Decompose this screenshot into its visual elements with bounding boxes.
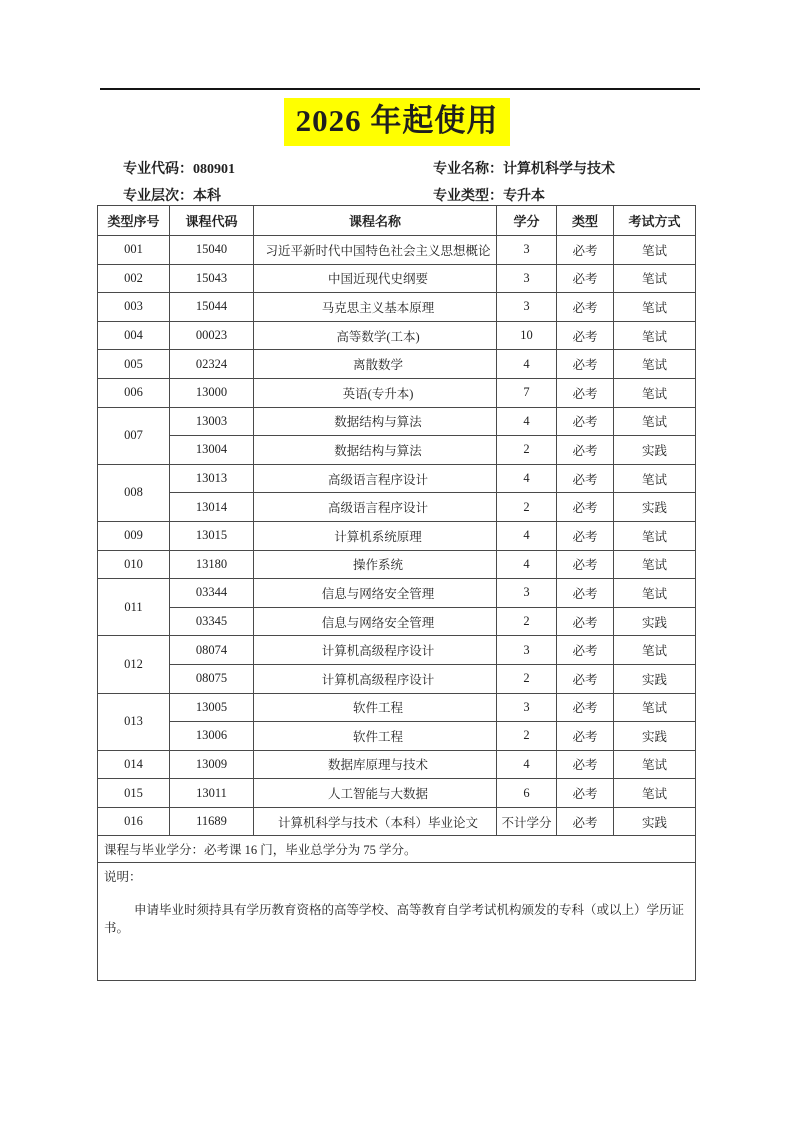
cell-course-code: 13180 (170, 550, 254, 579)
cell-type: 必考 (557, 493, 614, 522)
table-row (98, 264, 696, 293)
cell-type: 必考 (557, 693, 614, 722)
meta-row-1 (97, 158, 697, 178)
header-course-name: 课程名称 (254, 206, 497, 236)
cell-exam-method: 笔试 (614, 407, 696, 436)
program-meta (97, 158, 697, 212)
table-row (98, 636, 696, 665)
cell-seq: 007 (98, 407, 170, 464)
cell-exam-method: 笔试 (614, 236, 696, 265)
cell-seq: 005 (98, 350, 170, 379)
program-name-value: 计算机科学与技术 (503, 162, 615, 177)
table-row (98, 407, 696, 436)
cell-exam-method: 笔试 (614, 464, 696, 493)
cell-seq: 014 (98, 750, 170, 779)
table-row (98, 321, 696, 350)
cell-type: 必考 (557, 293, 614, 322)
cell-exam-method: 笔试 (614, 264, 696, 293)
table-row (98, 293, 696, 322)
cell-credits: 3 (497, 636, 557, 665)
cell-course-code: 08075 (170, 664, 254, 693)
cell-course-name: 人工智能与大数据 (254, 779, 497, 808)
cell-exam-method: 笔试 (614, 321, 696, 350)
program-code-label: 专业代码： (123, 162, 193, 177)
cell-course-code: 03345 (170, 607, 254, 636)
cell-type: 必考 (557, 579, 614, 608)
table-row (98, 750, 696, 779)
cell-seq: 011 (98, 579, 170, 636)
cell-type: 必考 (557, 664, 614, 693)
cell-seq: 006 (98, 378, 170, 407)
cell-course-code: 13015 (170, 521, 254, 550)
cell-type: 必考 (557, 436, 614, 465)
cell-course-code: 13013 (170, 464, 254, 493)
note-cell (98, 863, 696, 981)
cell-credits: 不计学分 (497, 807, 557, 836)
program-type-value: 专升本 (503, 189, 545, 204)
cell-course-code: 13004 (170, 436, 254, 465)
header-credits: 学分 (497, 206, 557, 236)
program-level (123, 185, 433, 205)
table-row (98, 607, 696, 636)
table-row (98, 378, 696, 407)
cell-course-name: 英语(专升本) (254, 378, 497, 407)
cell-course-name: 高级语言程序设计 (254, 493, 497, 522)
note-label: 说明： (104, 870, 142, 885)
cell-course-code: 08074 (170, 636, 254, 665)
cell-type: 必考 (557, 378, 614, 407)
cell-credits: 7 (497, 378, 557, 407)
page-title: 2026 年起使用 (284, 98, 511, 146)
cell-exam-method: 笔试 (614, 521, 696, 550)
cell-credits: 3 (497, 236, 557, 265)
table-row (98, 579, 696, 608)
cell-course-name: 计算机科学与技术（本科）毕业论文 (254, 807, 497, 836)
cell-type: 必考 (557, 636, 614, 665)
cell-course-code: 13009 (170, 750, 254, 779)
cell-course-name: 数据库原理与技术 (254, 750, 497, 779)
cell-credits: 4 (497, 521, 557, 550)
cell-type: 必考 (557, 407, 614, 436)
cell-credits: 4 (497, 750, 557, 779)
program-code-value: 080901 (193, 162, 235, 177)
cell-type: 必考 (557, 521, 614, 550)
cell-type: 必考 (557, 607, 614, 636)
summary-row (98, 836, 696, 863)
program-name-label: 专业名称： (433, 162, 503, 177)
header-course-code: 课程代码 (170, 206, 254, 236)
table-row (98, 722, 696, 751)
cell-course-name: 高级语言程序设计 (254, 464, 497, 493)
cell-course-code: 00023 (170, 321, 254, 350)
cell-credits: 4 (497, 407, 557, 436)
cell-course-code: 11689 (170, 807, 254, 836)
cell-type: 必考 (557, 722, 614, 751)
program-type-label: 专业类型： (433, 189, 503, 204)
cell-seq: 003 (98, 293, 170, 322)
cell-credits: 2 (497, 436, 557, 465)
cell-seq: 008 (98, 464, 170, 521)
cell-seq: 009 (98, 521, 170, 550)
cell-course-code: 13000 (170, 378, 254, 407)
table-row (98, 350, 696, 379)
cell-credits: 4 (497, 550, 557, 579)
cell-seq: 001 (98, 236, 170, 265)
cell-type: 必考 (557, 464, 614, 493)
note-row (98, 863, 696, 981)
cell-type: 必考 (557, 236, 614, 265)
header-seq: 类型序号 (98, 206, 170, 236)
cell-credits: 2 (497, 722, 557, 751)
cell-credits: 2 (497, 607, 557, 636)
table-header-row (98, 206, 696, 236)
cell-seq: 002 (98, 264, 170, 293)
program-level-value: 本科 (193, 189, 221, 204)
cell-exam-method: 笔试 (614, 750, 696, 779)
cell-credits: 6 (497, 779, 557, 808)
top-divider-line (100, 88, 700, 90)
cell-type: 必考 (557, 350, 614, 379)
cell-credits: 3 (497, 293, 557, 322)
cell-type: 必考 (557, 807, 614, 836)
cell-course-code: 15040 (170, 236, 254, 265)
cell-course-name: 数据结构与算法 (254, 436, 497, 465)
cell-exam-method: 笔试 (614, 378, 696, 407)
table-row (98, 550, 696, 579)
course-plan-section (97, 205, 696, 981)
cell-exam-method: 实践 (614, 493, 696, 522)
cell-course-name: 软件工程 (254, 722, 497, 751)
cell-course-name: 计算机高级程序设计 (254, 664, 497, 693)
cell-seq: 012 (98, 636, 170, 693)
program-name (433, 158, 615, 178)
cell-seq: 016 (98, 807, 170, 836)
cell-course-name: 数据结构与算法 (254, 407, 497, 436)
cell-course-code: 02324 (170, 350, 254, 379)
cell-credits: 4 (497, 464, 557, 493)
program-code (123, 158, 433, 178)
cell-course-code: 13006 (170, 722, 254, 751)
cell-exam-method: 实践 (614, 436, 696, 465)
cell-credits: 10 (497, 321, 557, 350)
cell-credits: 4 (497, 350, 557, 379)
course-table (97, 205, 696, 981)
cell-credits: 3 (497, 693, 557, 722)
table-row (98, 464, 696, 493)
summary-text: 课程与毕业学分：必考课 16 门，毕业总学分为 75 学分。 (98, 836, 696, 863)
cell-course-name: 操作系统 (254, 550, 497, 579)
cell-course-code: 13005 (170, 693, 254, 722)
cell-seq: 010 (98, 550, 170, 579)
cell-course-name: 信息与网络安全管理 (254, 607, 497, 636)
cell-credits: 2 (497, 493, 557, 522)
meta-row-2 (97, 185, 697, 205)
cell-credits: 3 (497, 579, 557, 608)
table-row (98, 436, 696, 465)
cell-exam-method: 笔试 (614, 693, 696, 722)
program-level-label: 专业层次： (123, 189, 193, 204)
cell-course-name: 信息与网络安全管理 (254, 579, 497, 608)
document-header (97, 98, 697, 146)
cell-course-name: 高等数学(工本) (254, 321, 497, 350)
cell-course-name: 计算机系统原理 (254, 521, 497, 550)
header-exam-method: 考试方式 (614, 206, 696, 236)
cell-exam-method: 笔试 (614, 636, 696, 665)
cell-credits: 3 (497, 264, 557, 293)
cell-type: 必考 (557, 264, 614, 293)
cell-course-name: 离散数学 (254, 350, 497, 379)
cell-type: 必考 (557, 779, 614, 808)
cell-exam-method: 实践 (614, 722, 696, 751)
cell-credits: 2 (497, 664, 557, 693)
cell-course-name: 计算机高级程序设计 (254, 636, 497, 665)
cell-course-code: 03344 (170, 579, 254, 608)
cell-course-code: 13003 (170, 407, 254, 436)
cell-exam-method: 笔试 (614, 579, 696, 608)
cell-course-name: 马克思主义基本原理 (254, 293, 497, 322)
cell-exam-method: 笔试 (614, 293, 696, 322)
cell-exam-method: 笔试 (614, 350, 696, 379)
cell-seq: 004 (98, 321, 170, 350)
table-row (98, 779, 696, 808)
table-row (98, 693, 696, 722)
cell-course-name: 习近平新时代中国特色社会主义思想概论 (254, 236, 497, 265)
cell-seq: 013 (98, 693, 170, 750)
cell-exam-method: 笔试 (614, 779, 696, 808)
cell-course-code: 13011 (170, 779, 254, 808)
cell-exam-method: 实践 (614, 807, 696, 836)
cell-course-name: 中国近现代史纲要 (254, 264, 497, 293)
course-table-body (98, 236, 696, 836)
cell-course-code: 15044 (170, 293, 254, 322)
table-row (98, 493, 696, 522)
cell-course-code: 15043 (170, 264, 254, 293)
cell-course-code: 13014 (170, 493, 254, 522)
cell-type: 必考 (557, 321, 614, 350)
header-type: 类型 (557, 206, 614, 236)
table-row (98, 664, 696, 693)
cell-type: 必考 (557, 550, 614, 579)
table-row (98, 807, 696, 836)
cell-exam-method: 笔试 (614, 550, 696, 579)
cell-exam-method: 实践 (614, 607, 696, 636)
cell-course-name: 软件工程 (254, 693, 497, 722)
cell-exam-method: 实践 (614, 664, 696, 693)
table-row (98, 521, 696, 550)
table-row (98, 236, 696, 265)
cell-seq: 015 (98, 779, 170, 808)
cell-type: 必考 (557, 750, 614, 779)
note-text: 申请毕业时须持具有学历教育资格的高等学校、高等教育自学考试机构颁发的专科（或以上）学历证书。 (104, 903, 685, 936)
program-type (433, 185, 545, 205)
